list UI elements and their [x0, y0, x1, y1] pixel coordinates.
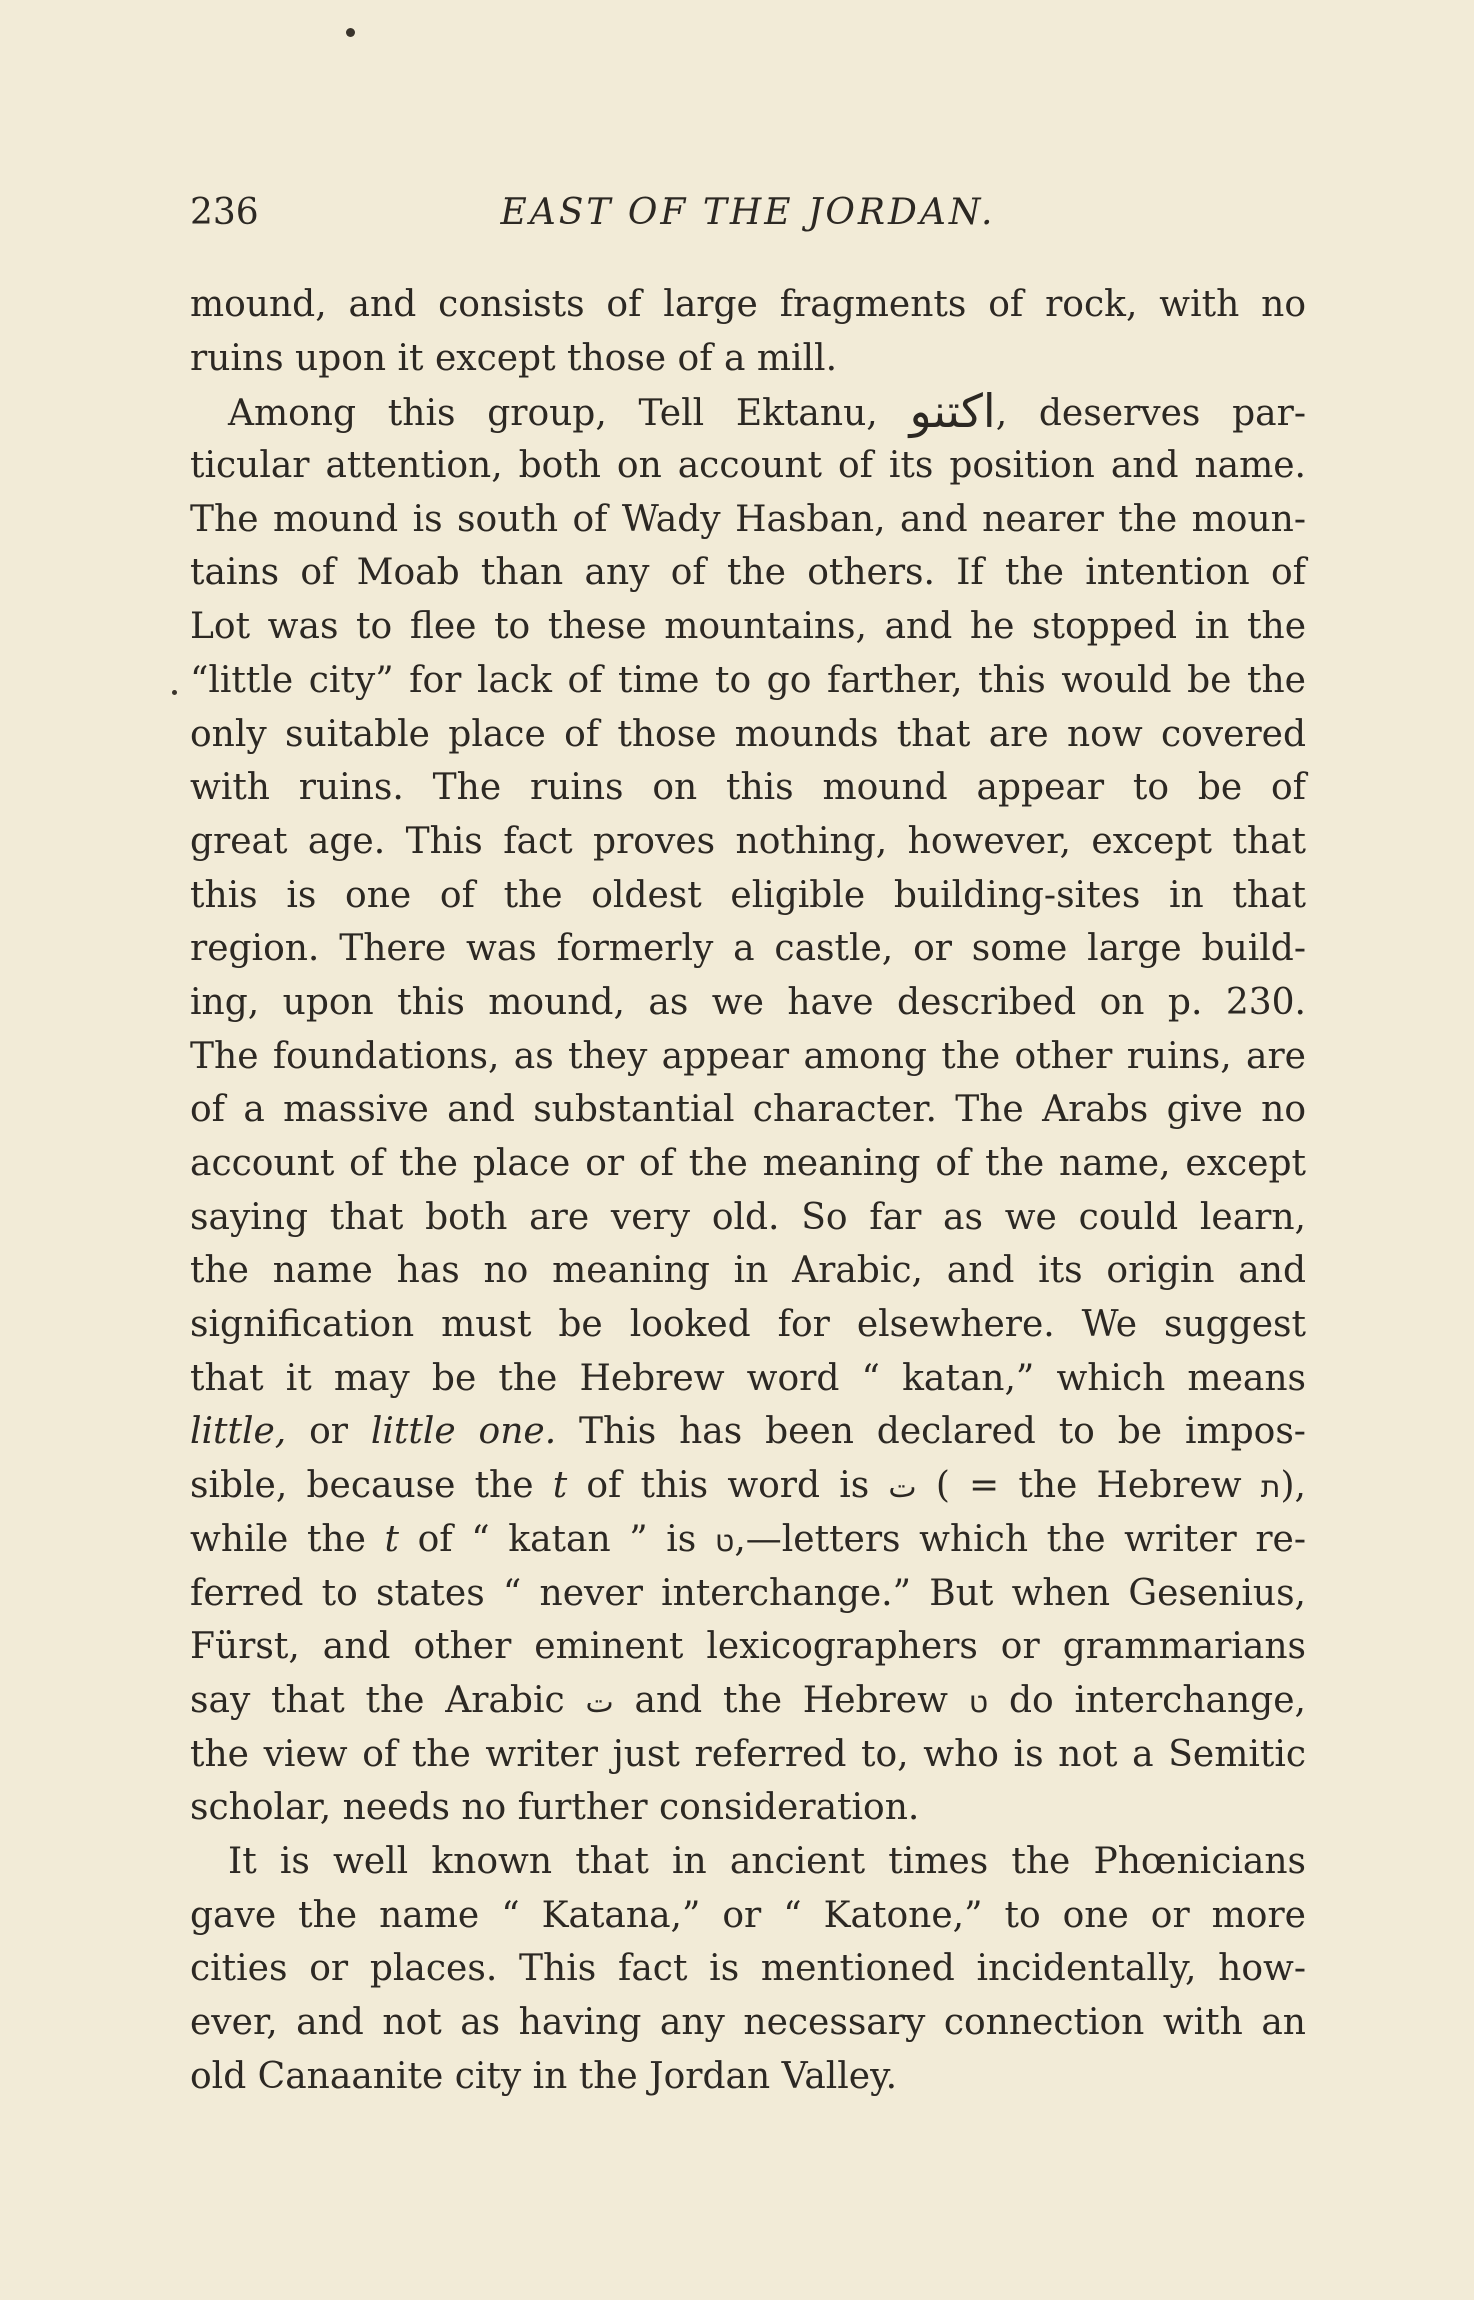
- text-fragment: , deserves par-: [995, 393, 1306, 435]
- text-line: great age. This fact proves nothing, however, except that: [190, 820, 1306, 862]
- text-fragment: while the: [190, 1518, 366, 1560]
- text-line: ticular attention, both on account of its position and name.: [190, 445, 1306, 487]
- text-fragment: Among this group, Tell Ektanu,: [228, 393, 878, 435]
- hebrew-letter: ת: [1260, 1470, 1281, 1506]
- text-line: this is one of the oldest eligible building-sites in that: [190, 874, 1306, 916]
- text-line: It is well known that in ancient times the Phœnicians: [228, 1840, 1306, 1882]
- text-line: [190, 1674, 1306, 1728]
- text-fragment: do interchange,: [1008, 1679, 1306, 1721]
- text-line: ruins upon it except those of a mill.: [190, 337, 838, 379]
- hebrew-letter: ט: [714, 1523, 735, 1559]
- page-header: [190, 188, 1306, 238]
- text-line: [190, 1513, 1306, 1567]
- text-line: [190, 385, 1306, 439]
- text-line: the name has no meaning in Arabic, and its origin and: [190, 1250, 1306, 1292]
- text-fragment: say that the Arabic: [190, 1679, 565, 1721]
- text-fragment: of “ katan ” is: [417, 1518, 697, 1560]
- hebrew-letter: ט: [968, 1684, 989, 1720]
- text-line: The mound is south of Wady Hasban, and nearer the moun-: [190, 498, 1306, 540]
- text-line: cities or places. This fact is mentioned incidentally, how-: [190, 1948, 1306, 1990]
- body-text: [190, 278, 1306, 2103]
- text-line: mound, and consists of large fragments of rock, with no: [190, 284, 1306, 325]
- text-line: Lot was to flee to these mountains, and he stopped in the: [190, 606, 1306, 648]
- text-line: “little city” for lack of time to go farther, this would be the: [190, 659, 1306, 701]
- text-line: account of the place or of the meaning of the name, except: [190, 1143, 1306, 1184]
- text-line: region. There was formerly a castle, or some large build-: [190, 928, 1306, 970]
- text-line: old Canaanite city in the Jordan Valley.: [190, 2055, 898, 2097]
- italic-word: little,: [190, 1411, 287, 1453]
- text-line: only suitable place of those mounds that are now covered: [190, 713, 1306, 755]
- text-line: saying that both are very old. So far as we could learn,: [190, 1196, 1306, 1238]
- text-line: the view of the writer just referred to, who is not a Semitic: [190, 1733, 1306, 1775]
- page-number: 236: [190, 192, 259, 233]
- text-line: tains of Moab than any of the others. If the intention of: [190, 552, 1306, 594]
- text-fragment: This has been declared to be impos-: [579, 1411, 1306, 1453]
- text-line: of a massive and substantial character. The Arabs give no: [190, 1089, 1306, 1131]
- text-line: [190, 1459, 1306, 1513]
- text-line: gave the name “ Katana,” or “ Katone,” to one or more: [190, 1894, 1306, 1936]
- italic-word: little one.: [370, 1411, 557, 1453]
- italic-letter: t: [384, 1518, 399, 1560]
- text-fragment: sible, because the: [190, 1465, 534, 1507]
- text-fragment: ,—letters which the writer re-: [734, 1518, 1306, 1560]
- ink-speck: [346, 28, 355, 37]
- text-line: ing, upon this mound, as we have described on p. 230.: [190, 981, 1306, 1023]
- text-fragment: ),: [1280, 1465, 1306, 1507]
- text-line: ever, and not as having any necessary connection with an: [190, 2002, 1306, 2043]
- arabic-word: اكتنو: [909, 384, 996, 439]
- text-line: Fürst, and other eminent lexicographers or grammarians: [190, 1626, 1306, 1668]
- text-fragment: and the Hebrew: [634, 1679, 948, 1721]
- text-line: that it may be the Hebrew word “ katan,” which means: [190, 1357, 1306, 1399]
- text-line: The foundations, as they appear among the other ruins, are: [190, 1035, 1306, 1077]
- running-title: EAST OF THE JORDAN.: [500, 192, 996, 233]
- text-fragment: or: [309, 1411, 348, 1453]
- text-line: ferred to states “ never interchange.” But when Gesenius,: [190, 1572, 1306, 1614]
- text-fragment: ( = the Hebrew: [935, 1465, 1242, 1507]
- text-line: signification must be looked for elsewhere. We suggest: [190, 1304, 1306, 1346]
- text-fragment: of this word is: [586, 1465, 870, 1507]
- margin-mark: [172, 690, 177, 695]
- text-line: scholar, needs no further consideration.: [190, 1787, 920, 1829]
- arabic-letter: ت: [585, 1684, 614, 1720]
- italic-letter: t: [552, 1465, 568, 1507]
- text-line: with ruins. The ruins on this mound appear to be of: [190, 767, 1306, 809]
- arabic-letter: ت: [888, 1470, 917, 1506]
- text-line: [190, 1405, 1306, 1459]
